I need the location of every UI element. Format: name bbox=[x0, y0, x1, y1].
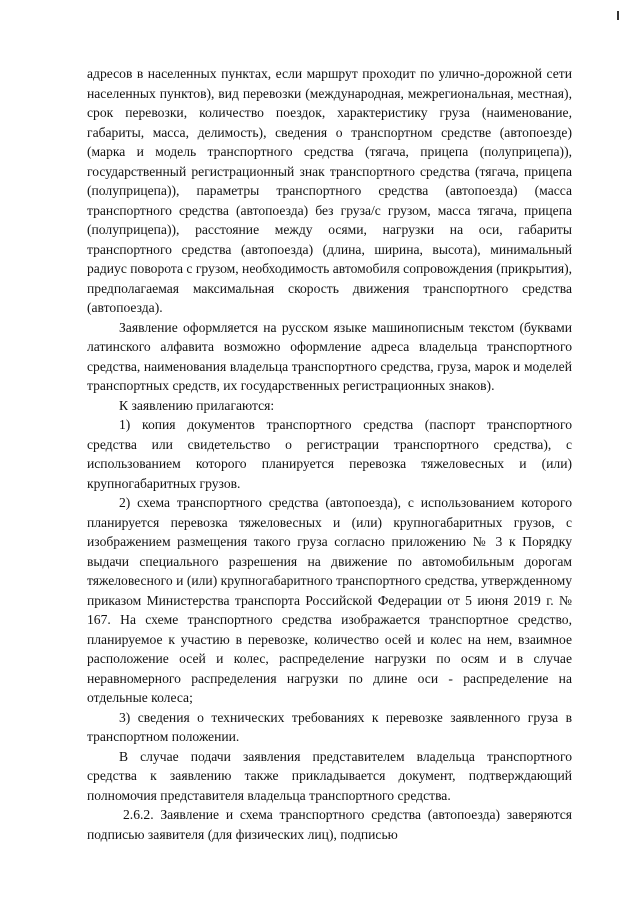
paragraph-language-requirement: Заявление оформляется на русском языке машинописным текстом (буквами латинского алфавита возможно оформление адреса владельца транспортного средства, наименования владельца транспортного средства, груза, марок и моделей транспортных средств, их государственных регистрационных знаков). bbox=[87, 319, 572, 393]
paragraph-attachments-intro: К заявлению прилагаются: bbox=[119, 397, 275, 413]
scan-mark bbox=[617, 11, 619, 20]
document-body bbox=[87, 64, 572, 844]
paragraph-representative: В случае подачи заявления представителем владельца транспортного средства к заявлению также прикладывается документ, подтверждающий полномочия представителя владельца транспортного средства. bbox=[87, 748, 572, 803]
paragraph-application-details: адресов в населенных пунктах, если маршрут проходит по улично-дорожной сети населенных пунктов), вид перевозки (международная, межрегиональная, местная), срок перевозки, количество поездок, характеристику груза (наименование, габариты, масса, делимость), сведения о транспортном средстве (автопоезде) (марка и модель транспортного средства (тягача, прицепа (полуприцепа)), государственный регистрационный знак транспортного средства (тягача, прицепа (полуприцепа)), параметры транспортного средства (автопоезда) (масса транспортного средства (автопоезда) без груза/с грузом, масса тягача, прицепа (полуприцепа)), расстояние между осями, нагрузки на оси, габариты транспортного средства (автопоезда) (длина, ширина, высота), минимальный радиус поворота с грузом, необходимость автомобиля сопровождения (прикрытия), предполагаемая максимальная скорость движения транспортного средства (автопоезда). bbox=[87, 66, 572, 315]
list-item-vehicle-documents: 1) копия документов транспортного средства (паспорт транспортного средства или свидетельство о регистрации транспортного средства), с использованием которого планируется перевозка тяжеловесных и (или) крупногабаритных грузов. bbox=[87, 417, 572, 491]
paragraph-section-2-6-2: 2.6.2. Заявление и схема транспортного средства (автопоезда) заверяются подписью заявителя (для физических лиц), подписью bbox=[87, 807, 572, 842]
list-item-vehicle-scheme: 2) схема транспортного средства (автопоезда), с использованием которого планируется перевозка тяжеловесных и (или) крупногабаритных грузов, с изображением размещения такого груза согласно приложению № 3 к Порядку выдачи специального разрешения на движение по автомобильным дорогам тяжеловесного и (или) крупногабаритного транспортного средства, утвержденному приказом Министерства транспорта Российской Федерации от 5 июня 2019 г. № 167. На схеме транспортного средства изображается транспортное средство, планируемое к участию в перевозке, количество осей и колес на нем, взаимное расположение осей и колес, распределение нагрузки по осям и в случае неравномерного распределения нагрузки по длине оси - распределение на отдельные колеса; bbox=[87, 495, 572, 705]
list-item-technical-requirements: 3) сведения о технических требованиях к перевозке заявленного груза в транспортном положении. bbox=[87, 709, 572, 744]
